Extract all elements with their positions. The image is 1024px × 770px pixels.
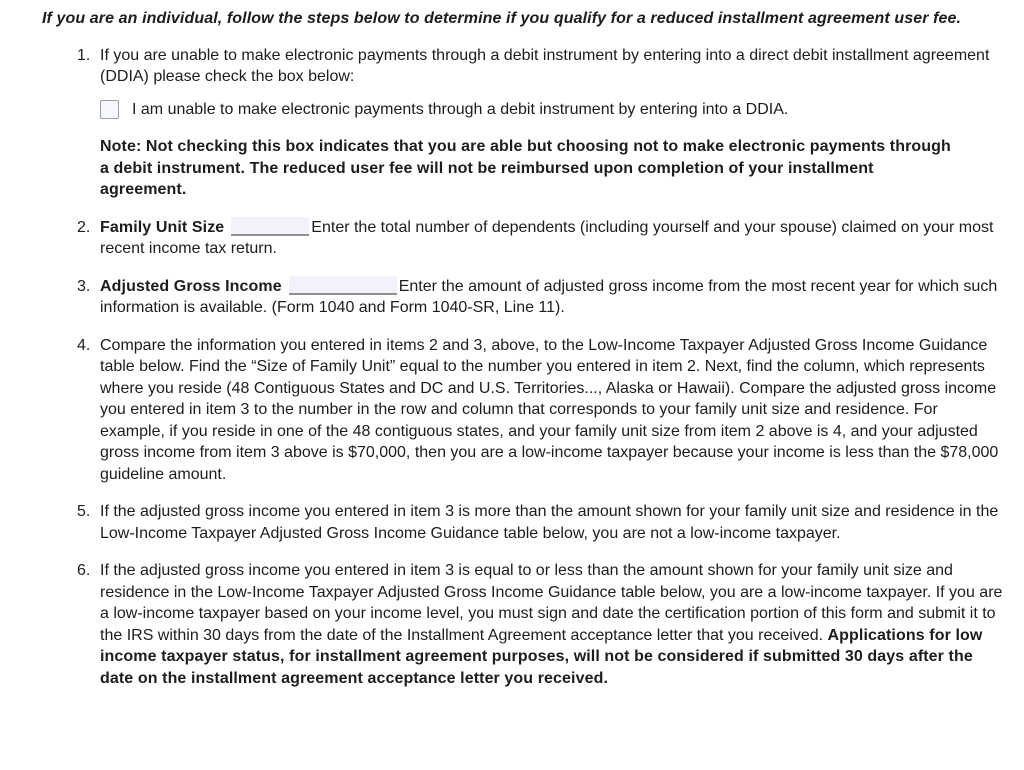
list-item-4 [77,335,1004,486]
item-5-text: If the adjusted gross income you entered in item 3 is more than the amount shown for your family unit size and residence in the Low-Income Taxpayer Adjusted Gross Income Guidance table below, you are not a low-income taxpayer. [100,503,999,542]
item-6-regular-text: If the adjusted gross income you entered in item 3 is equal to or less than the amount shown for your family unit size and residence in the Low-Income Taxpayer Adjusted Gross Income Guidance table below, you are a low-income taxpayer. If you are a low-income taxpayer based on your income level, you must sign and date the certification portion of this form and submit it to the IRS within 30 days from the date of the Installment Agreement acceptance letter that you received. [100,562,1003,644]
ddia-checkbox[interactable] [100,100,119,119]
list-item-2 [77,217,1004,260]
note-text: Note: Not checking this box indicates that you are able but choosing not to make electronic payments through a debit instrument. The reduced user fee will not be reimbursed upon completion of your installment agreement. [100,138,951,198]
item-3-text [100,276,1004,319]
ddia-checkbox-label: I am unable to make electronic payments through a debit instrument by entering into a DDIA. [132,100,789,118]
item-2-description: Enter the total number of dependents (including yourself and your spouse) claimed on your most recent income tax return. [100,218,994,257]
item-4-text: Compare the information you entered in items 2 and 3, above, to the Low-Income Taxpayer Adjusted Gross Income Guidance table below. Find the “Size of Family Unit” equal to the number you entered in item 2. Next, find the column, which represents where you reside (48 Contiguous States and DC and U.S. Territories..., Alaska or Hawaii). Compare the adjusted gross income you entered in item 3 to the number in the row and column that corresponds to your family unit size and residence. For example, if you reside in one of the 48 contiguous states, and your family unit size from item 2 above is 4, and your adjusted gross income from item 3 above is $70,000, then you are a low-income taxpayer because your income is less than the $78,000 guideline amount. [100,336,999,483]
item-3-description: Enter the amount of adjusted gross income from the most recent year for which such information is available. (Form 1040 and Form 1040-SR, Line 11). [100,277,998,316]
family-unit-size-label: Family Unit Size [100,218,225,236]
item-1-text: If you are unable to make electronic payments through a debit instrument by entering into a direct debit installment agreement (DDIA) please check the box below: [100,46,990,85]
list-item-3 [77,276,1004,319]
adjusted-gross-income-field[interactable] [289,276,397,295]
item-1-number: 1. [77,46,91,64]
item-5-number: 5. [77,503,91,520]
list-item-6 [77,560,1004,689]
intro-heading: If you are an individual, follow the steps below to determine if you qualify for a reduced installment agreement user fee. [42,10,962,27]
item-6-text [100,560,1004,689]
list-item-5 [77,501,1004,544]
list-item-1 [77,45,1004,201]
item-2-number: 2. [77,218,91,236]
ddia-checkbox-row [100,99,1004,121]
item-6-number: 6. [77,562,91,579]
item-4-number: 4. [77,336,91,354]
adjusted-gross-income-label: Adjusted Gross Income [100,277,282,295]
item-3-number: 3. [77,277,91,295]
item-6-bold-text: Applications for low income taxpayer status, for installment agreement purposes, will not be considered if submitted 30 days after the date on the installment agreement acceptance letter you received. [100,626,983,687]
item-2-text [100,217,1004,260]
family-unit-size-field[interactable] [231,217,309,236]
